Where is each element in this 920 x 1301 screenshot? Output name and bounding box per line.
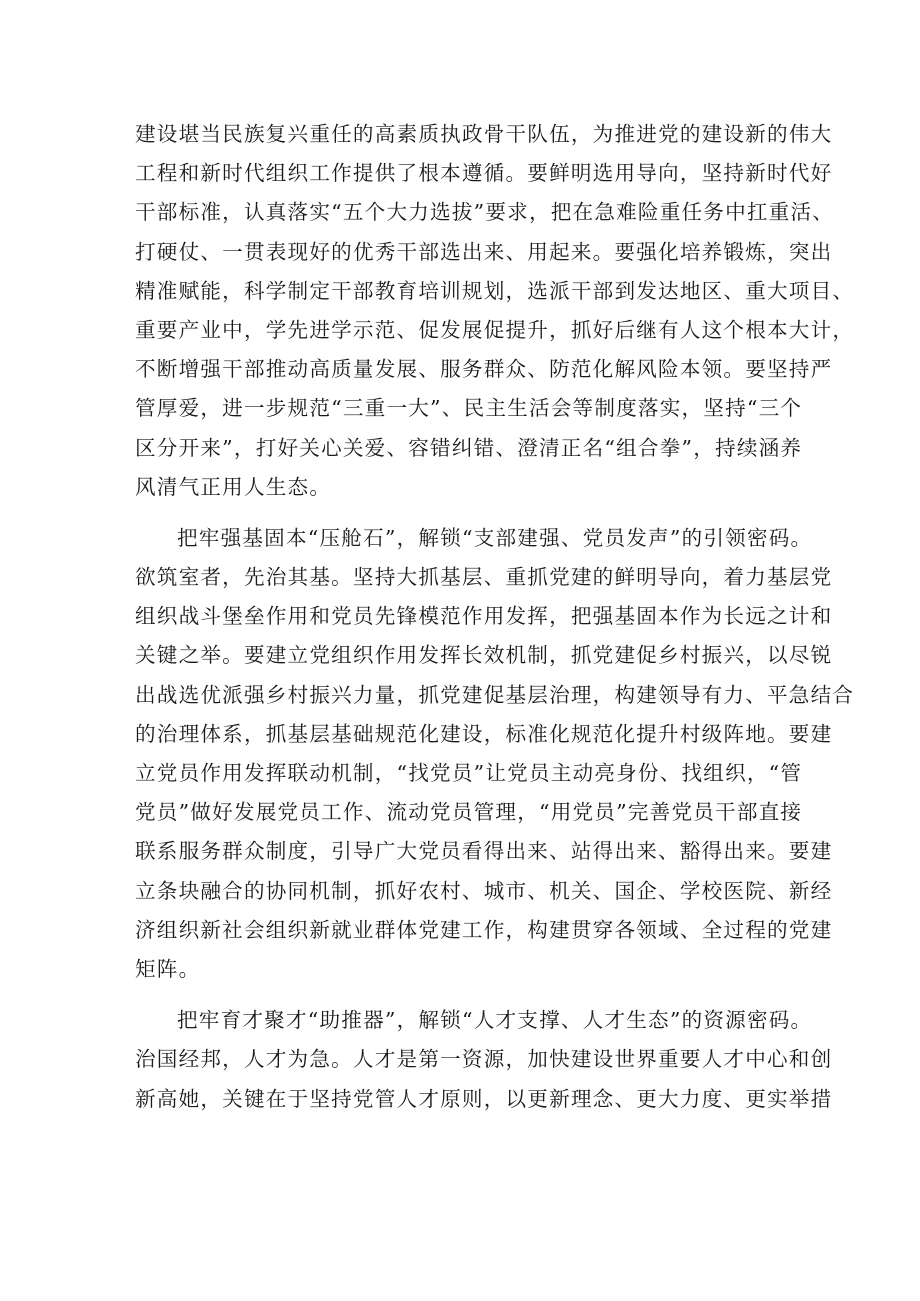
- text-line: 工程和新时代组织工作提供了根本遵循。要鲜明选用导向，坚持新时代好: [135, 161, 833, 186]
- text-line: 济组织新社会组织新就业群体党建工作，构建贯穿各领域、全过程的党建: [135, 917, 833, 942]
- text-line: 把牢育才聚才“助推器”，解锁“人才支撑、人才生态”的资源密码。: [177, 1008, 813, 1033]
- text-line: 联系服务群众制度，引导广大党员看得出来、站得出来、豁得出来。要建: [135, 839, 833, 864]
- text-line: 治国经邦，人才为急。人才是第一资源，加快建设世界重要人才中心和创: [135, 1047, 833, 1072]
- body-text: [135, 115, 855, 1119]
- text-line: 重要产业中，学先进学示范、促发展促提升，抓好后继有人这个根本大计，: [135, 317, 855, 342]
- text-line: 风清气正用人生态。: [135, 474, 332, 499]
- text-line: 立条块融合的协同机制，抓好农村、城市、机关、国企、学校医院、新经: [135, 878, 833, 903]
- text-line: 矩阵。: [135, 956, 201, 981]
- paragraph-3: [135, 1001, 833, 1119]
- text-line: 的治理体系，抓基层基础规范化建设，标准化规范化提升村级阵地。要建: [135, 721, 833, 746]
- text-line: 不断增强干部推动高质量发展、服务群众、防范化解风险本领。要坚持严: [135, 357, 833, 382]
- text-line: 立党员作用发挥联动机制，“找党员”让党员主动亮身份、找组织，“管: [135, 761, 803, 785]
- text-line: 欲筑室者，先治其基。坚持大抓基层、重抓党建的鲜明导向，着力基层党: [135, 565, 833, 590]
- text-line: 区分开来”，打好关心关爱、容错纠错、澄清正名“组合拳”，持续涵养: [135, 435, 803, 460]
- paragraph-1: [135, 115, 855, 507]
- text-line: 建设堪当民族复兴重任的高素质执政骨干队伍，为推进党的建设新的伟大: [135, 122, 833, 146]
- text-line: 管厚爱，进一步规范“三重一大”、民主生活会等制度落实，坚持“三个: [135, 396, 803, 421]
- paragraph-spacer: [135, 507, 790, 519]
- text-line: 出战选优派强乡村振兴力量，抓党建促基层治理，构建领导有力、平急结合: [135, 682, 855, 707]
- paragraph-spacer: [135, 989, 790, 1001]
- text-line: 把牢强基固本“压舱石”，解锁“支部建强、党员发声”的引领密码。: [177, 525, 813, 550]
- paragraph-2: [135, 519, 855, 989]
- text-line: 关键之举。要建立党组织作用发挥长效机制，抓党建促乡村振兴，以尽锐: [135, 643, 833, 668]
- text-line: 组织战斗堡垒作用和党员先锋模范作用发挥，把强基固本作为长远之计和: [135, 604, 833, 629]
- text-line: 干部标准，认真落实“五个大力选拔”要求，把在急难险重任务中扛重活、: [135, 200, 835, 225]
- text-line: 精准赋能，科学制定干部教育培训规划，选派干部到发达地区、重大项目、: [135, 278, 855, 303]
- text-line: 打硬仗、一贯表现好的优秀干部选出来、用起来。要强化培养锻炼，突出: [135, 239, 833, 264]
- text-line: 新高她，关键在于坚持党管人才原则，以更新理念、更大力度、更实举措: [135, 1086, 833, 1111]
- text-line: 党员”做好发展党员工作、流动党员管理，“用党员”完善党员干部直接: [135, 800, 803, 825]
